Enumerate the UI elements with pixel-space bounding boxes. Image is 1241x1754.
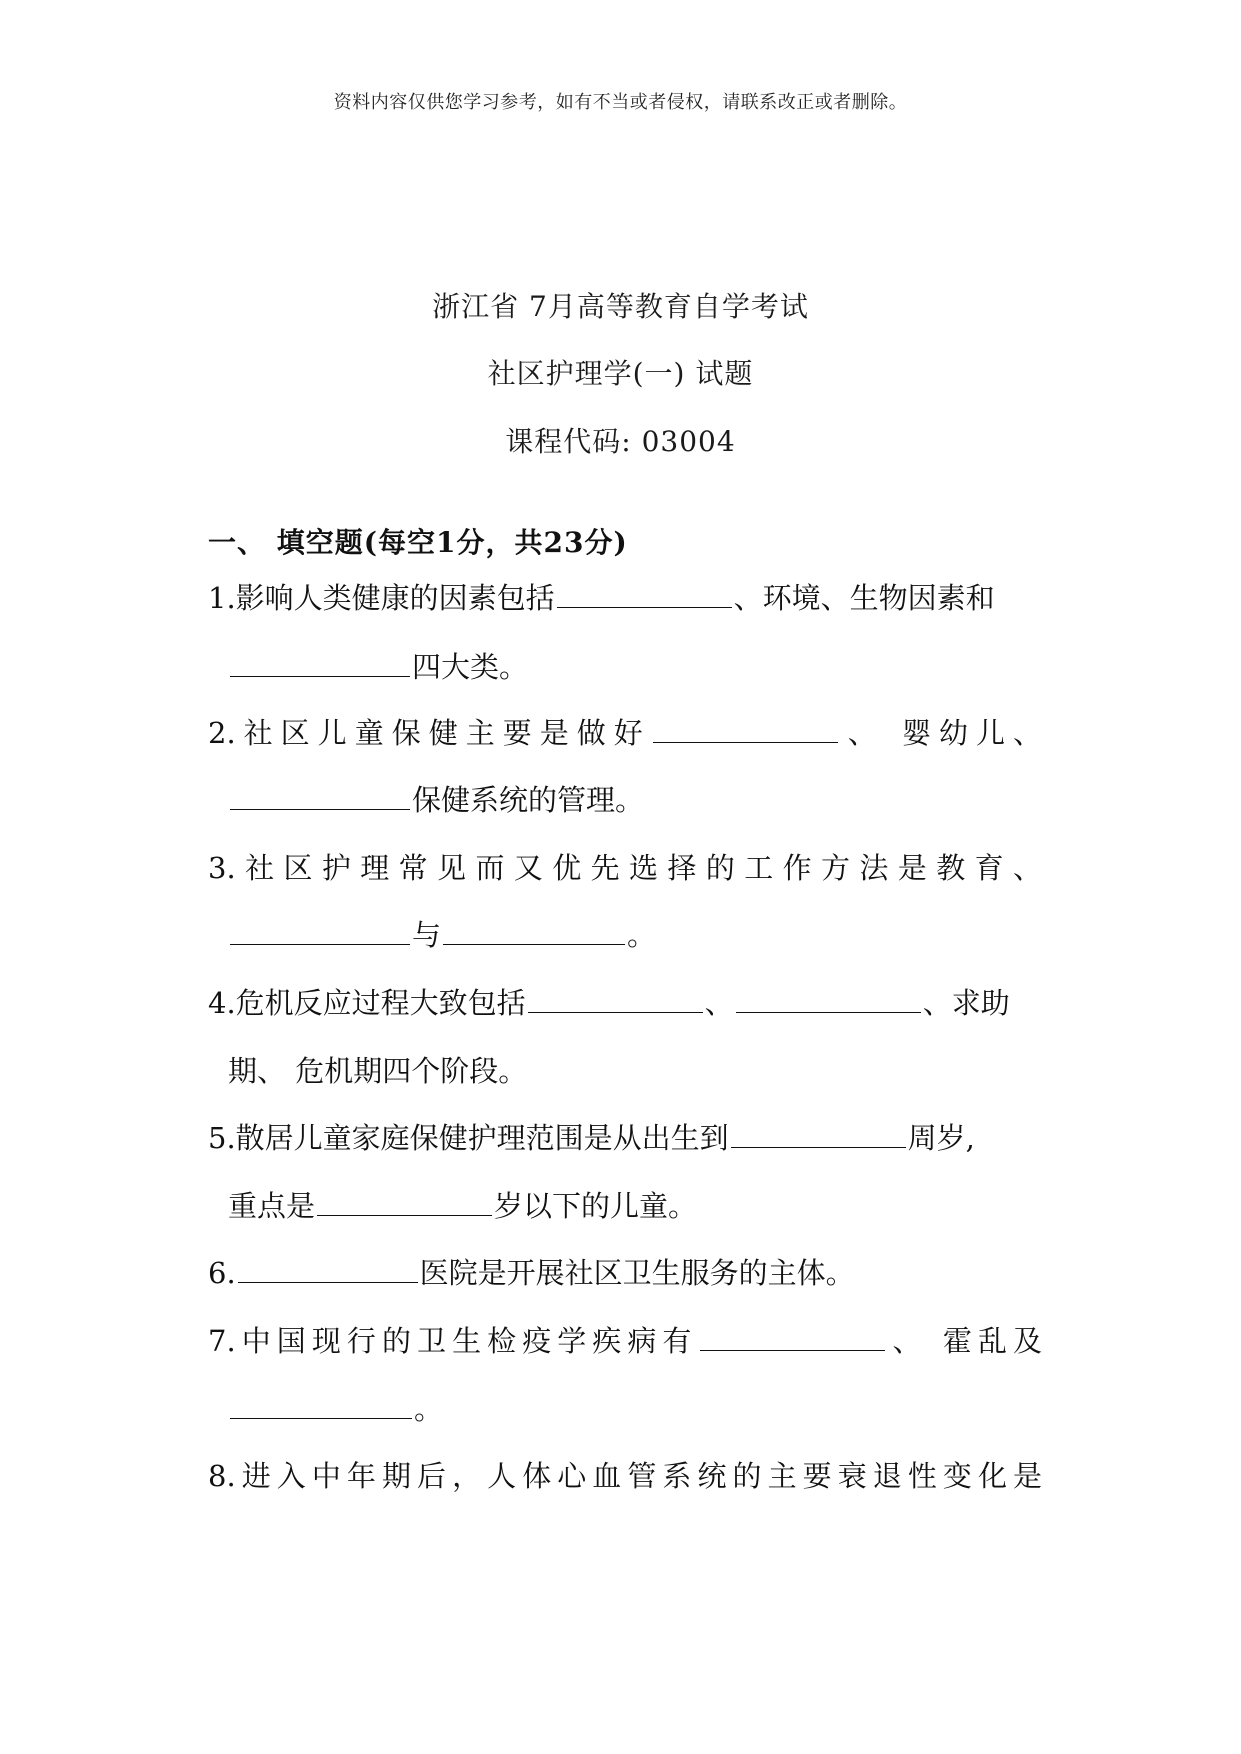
answer-blank (736, 986, 921, 1013)
question-6-line-1 (208, 1253, 855, 1293)
answer-blank (700, 1324, 885, 1351)
question-3-line-1 (208, 848, 1042, 888)
question-text: 医院是开展社区卫生服务的主体。 (419, 1256, 855, 1290)
question-text: 。 (627, 918, 657, 952)
answer-blank (317, 1189, 492, 1216)
question-text: 期、 危机期四个阶段。 (228, 1054, 528, 1088)
question-text: 、 婴幼儿、 (839, 716, 1043, 750)
question-text: 5.散居儿童家庭保健护理范围是从出生到 (208, 1121, 729, 1155)
answer-blank (238, 1256, 418, 1283)
answer-blank (230, 783, 410, 810)
question-text: 重点是 (228, 1189, 316, 1223)
exam-subject: 社区护理学(一) 试题 (487, 357, 754, 390)
question-text: 6. (208, 1256, 236, 1290)
question-2-line-1 (208, 713, 1042, 753)
question-text: 4.危机反应过程大致包括 (208, 986, 526, 1020)
question-7-line-2 (228, 1389, 443, 1429)
question-text: 、求助 (922, 986, 1010, 1020)
answer-blank (230, 1392, 412, 1419)
question-text: 7.中国现行的卫生检疫学疾病有 (208, 1324, 698, 1358)
exam-title: 浙江省 7月高等教育自学考试 (432, 290, 809, 323)
answer-blank (230, 918, 410, 945)
course-code: 课程代码: 03004 (505, 425, 736, 458)
section-heading: 一、 填空题(每空1分，共23分) (208, 526, 628, 559)
question-3-line-2 (228, 915, 656, 955)
answer-blank (443, 918, 625, 945)
question-text: 8.进入中年期后，人体心血管系统的主要衰退性变化是 (208, 1459, 1042, 1493)
question-8-line-1 (208, 1456, 1042, 1496)
answer-blank (230, 650, 410, 677)
disclaimer-text: 资料内容仅供您学习参考，如有不当或者侵权，请联系改正或者删除。 (333, 92, 908, 113)
question-text: 周岁, (907, 1121, 975, 1155)
answer-blank (653, 716, 838, 743)
question-4-line-1 (208, 983, 1010, 1023)
question-text: 岁以下的儿童。 (494, 1189, 698, 1223)
question-text: 3.社区护理常见而又优先选择的工作方法是教育、 (208, 851, 1042, 885)
question-text: 。 (414, 1392, 444, 1426)
question-1-line-1 (208, 578, 995, 618)
answer-blank (731, 1121, 906, 1148)
question-4-line-2 (228, 1051, 527, 1091)
question-text: 保健系统的管理。 (412, 783, 645, 817)
question-1-line-2 (228, 647, 528, 687)
question-text: 1.影响人类健康的因素包括 (208, 581, 555, 615)
answer-blank (557, 581, 732, 608)
question-5-line-1 (208, 1118, 975, 1158)
question-2-line-2 (228, 780, 644, 820)
question-text: 、 (704, 986, 734, 1020)
question-text: 与 (412, 918, 442, 952)
answer-blank (528, 986, 703, 1013)
question-text: 四大类。 (412, 650, 529, 684)
question-5-line-2 (228, 1186, 697, 1226)
question-text: 、环境、生物因素和 (733, 581, 995, 615)
question-text: 2.社区儿童保健主要是做好 (208, 716, 651, 750)
question-text: 、 霍乱及 (886, 1324, 1043, 1358)
question-7-line-1 (208, 1321, 1042, 1361)
